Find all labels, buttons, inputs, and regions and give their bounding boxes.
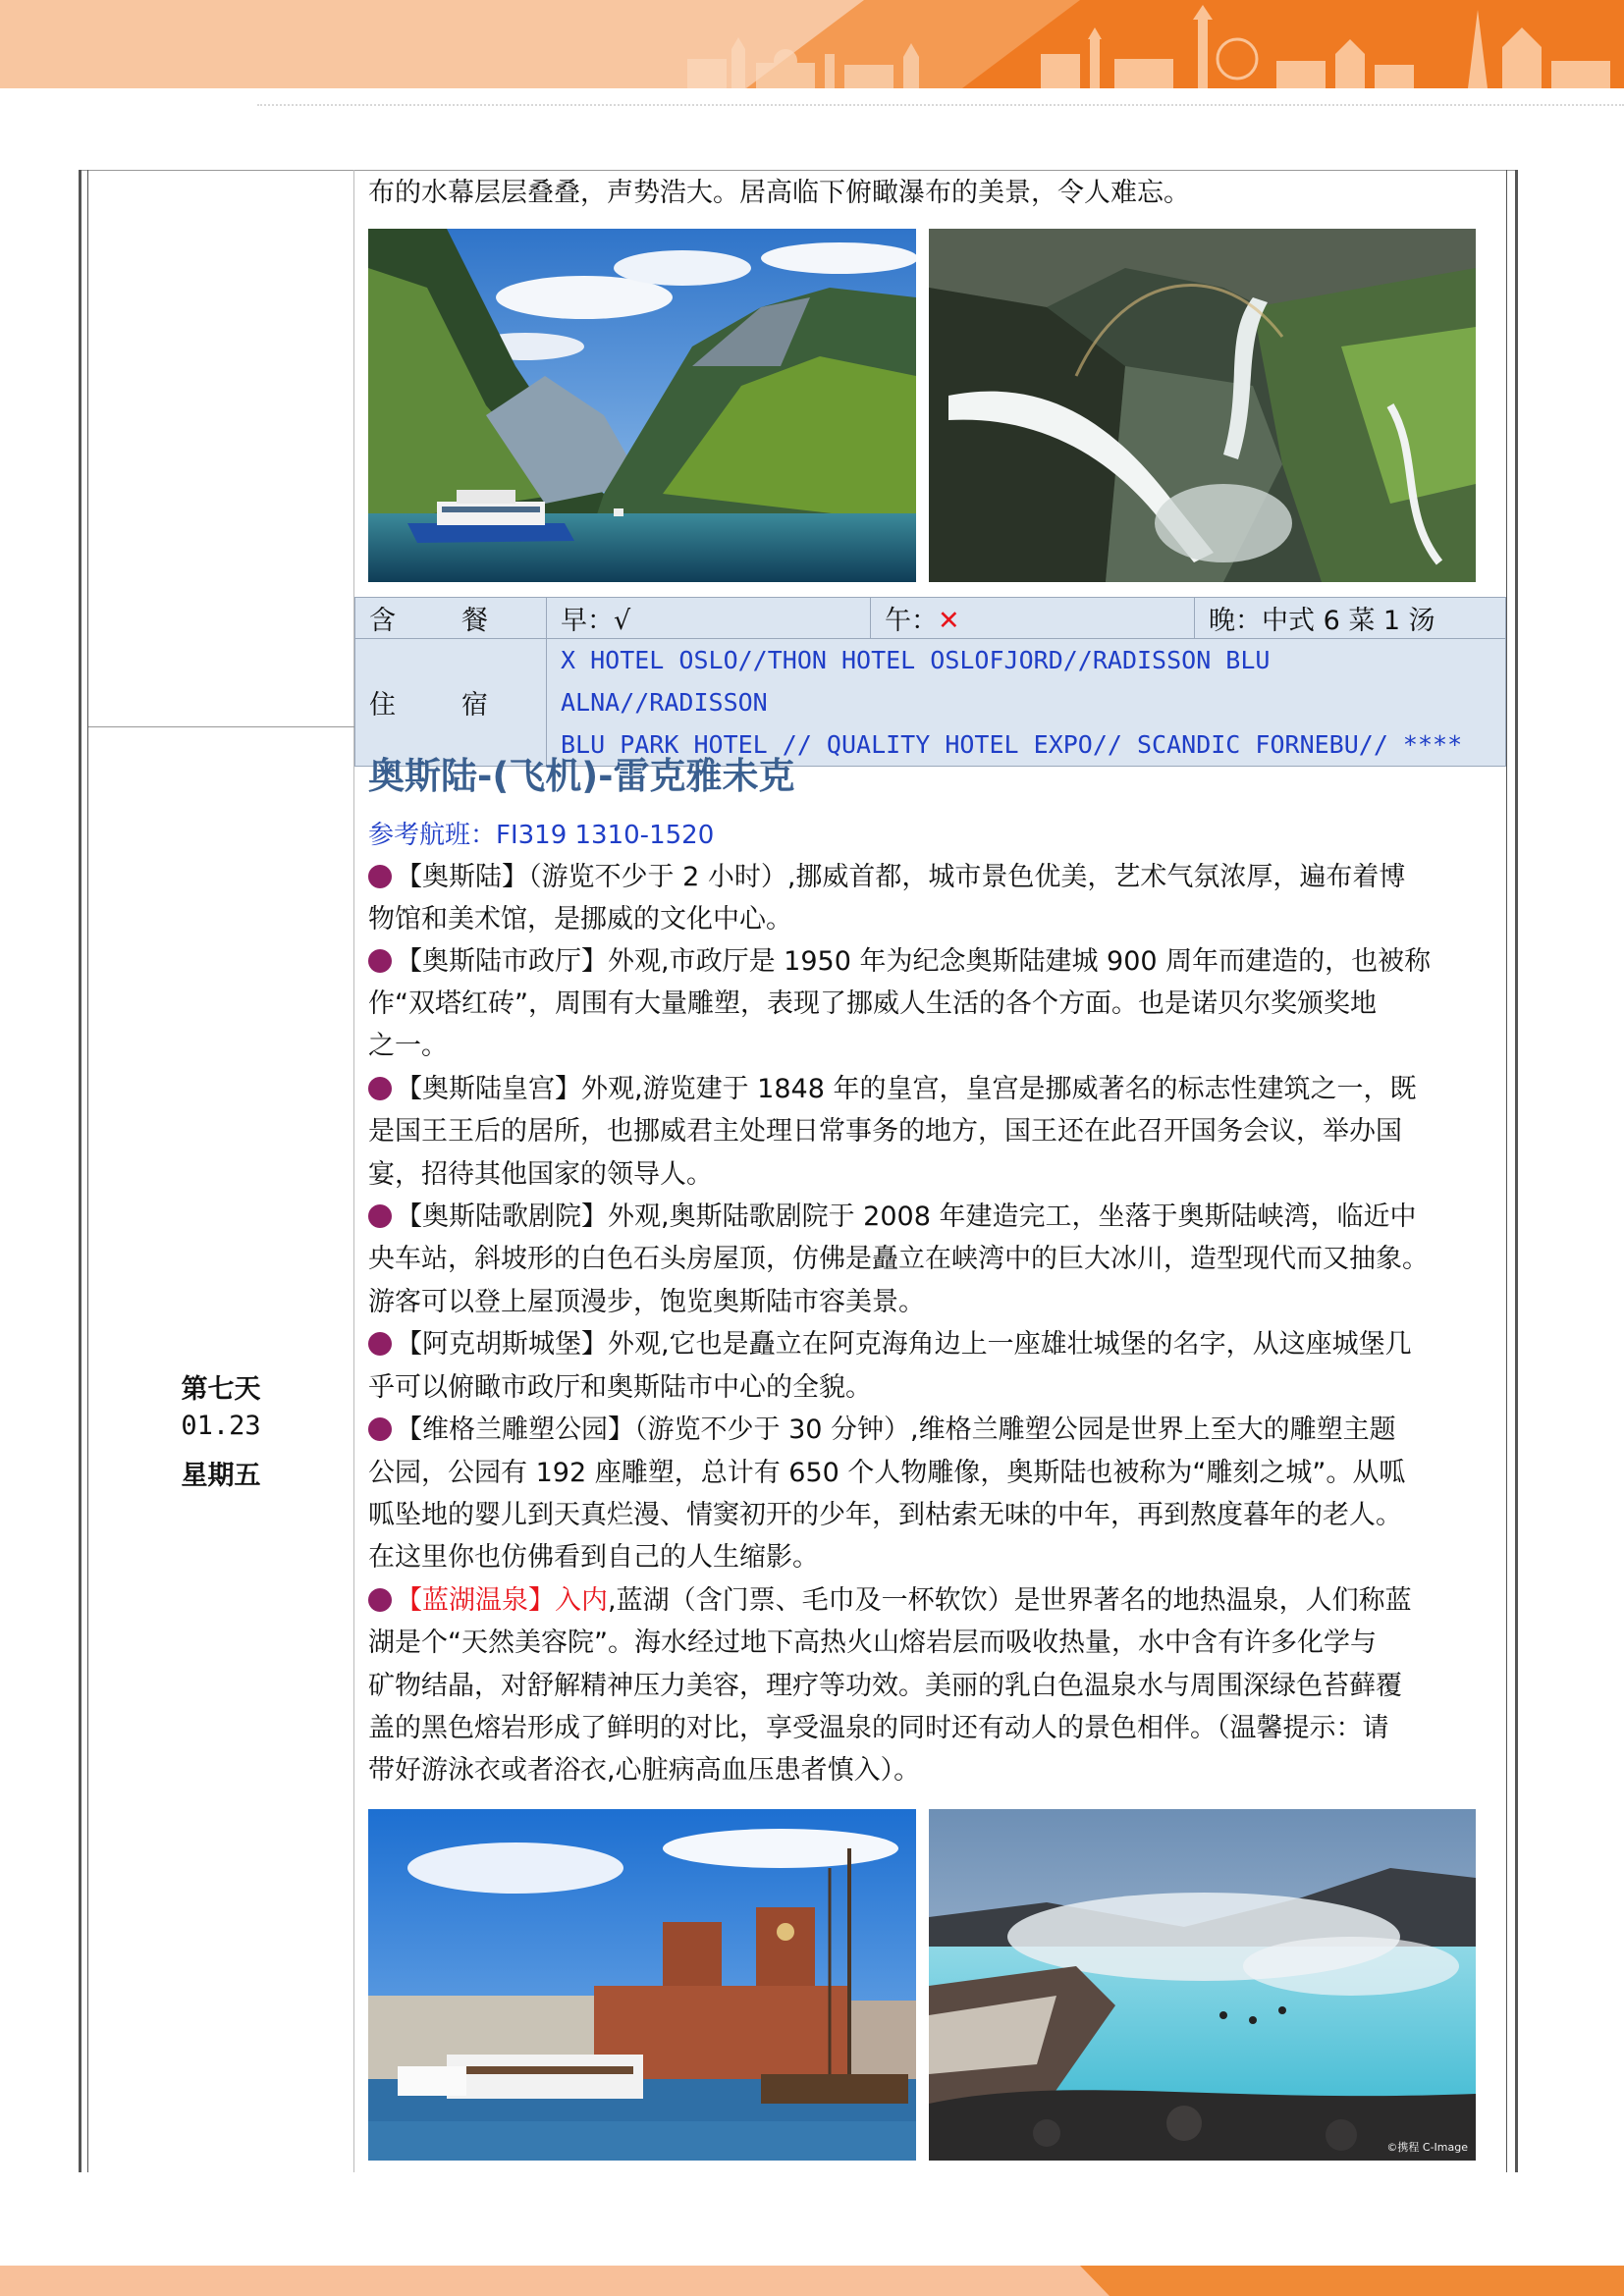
hotel-line-2: BLU PARK HOTEL // QUALITY HOTEL EXPO// SCANDIC FORNEBU// **** [561, 730, 1463, 759]
lunch-cross-mark: ✕ [938, 606, 960, 636]
itinerary-line: 游客可以登上屋顶漫步，饱览奥斯陆市容美景。 [368, 1287, 925, 1317]
meals-lodging-table [354, 597, 1506, 767]
itinerary-line [368, 940, 1431, 983]
itinerary-text: 【维格兰雕塑公园】（游览不少于 30 分钟）,维格兰雕塑公园是世界上至大的雕塑主题 [396, 1415, 1396, 1445]
breakfast-cell: 早：√ [547, 598, 871, 639]
header-divider [257, 104, 1624, 106]
itinerary-line: 作“双塔红砖”，周围有大量雕塑，表现了挪威人生活的各个方面。也是诺贝尔奖颁奖地 [368, 988, 1377, 1019]
bullet-icon [368, 1077, 392, 1100]
itinerary-text: 【奥斯陆皇宫】外观,游览建于 1848 年的皇宫，皇宫是挪威著名的标志性建筑之一，既 [396, 1074, 1417, 1104]
day-name: 第七天 [181, 1374, 261, 1405]
itinerary-text: 【阿克胡斯城堡】外观,它也是矗立在阿克海角边上一座雄壮城堡的名字，从这座城堡几 [396, 1329, 1412, 1360]
itinerary-line [368, 1196, 1416, 1238]
photo-watermark: ©携程 C-Image [1386, 2141, 1468, 2154]
table-column-divider [353, 170, 354, 2172]
itinerary-line [368, 1409, 1396, 1451]
itinerary-line: 物馆和美术馆，是挪威的文化中心。 [368, 904, 792, 934]
meals-row [355, 598, 1506, 639]
itinerary-line: 矿物结晶，对舒解精神压力美容，理疗等功效。美丽的乳白色温泉水与周围深绿色苔藓覆 [368, 1671, 1402, 1701]
itinerary-text: 【奥斯陆市政厅】外观,市政厅是 1950 年为纪念奥斯陆建城 900 周年而建造的，也被称 [396, 946, 1432, 977]
lunch-prefix: 午： [885, 606, 938, 636]
blue-lagoon-highlight: 【蓝湖温泉】入内 [396, 1585, 608, 1616]
day-date: 01.23 [181, 1411, 261, 1441]
table-right-border [1506, 170, 1518, 2172]
itinerary-text: ,蓝湖（含门票、毛巾及一杯软饮）是世界著名的地热温泉，人们称蓝 [608, 1585, 1412, 1616]
itinerary-line: 乎可以俯瞰市政厅和奥斯陆市中心的全貌。 [368, 1372, 872, 1403]
itinerary-line: 是国王王后的居所，也挪威君主处理日常事务的地方，国王还在此召开国务会议，举办国 [368, 1116, 1402, 1147]
lodging-label: 住 宿 [355, 639, 547, 767]
lunch-cell [871, 598, 1195, 639]
itinerary-line: 之一。 [368, 1031, 448, 1061]
flight-info: 参考航班：FI319 1310-1520 [368, 821, 715, 850]
table-top-border [79, 170, 1518, 171]
itinerary-line [368, 1579, 1412, 1622]
itinerary-text: 【奥斯陆歌剧院】外观,奥斯陆歌剧院于 2008 年建造完工，坐落于奥斯陆峡湾，临近中 [396, 1201, 1417, 1232]
itinerary-line: 湖是个“天然美容院”。海水经过地下高热火山熔岩层而吸收热量，水中含有许多化学与 [368, 1628, 1377, 1658]
itinerary-line [368, 856, 1405, 898]
itinerary-line: 盖的黑色熔岩形成了鲜明的对比，享受温泉的同时还有动人的景色相伴。（温馨提示：请 [368, 1713, 1389, 1743]
fjord-boat-photo [368, 229, 916, 582]
itinerary-line: 公园，公园有 192 座雕塑，总计有 650 个人物雕像，奥斯陆也被称为“雕刻之城”。从呱 [368, 1458, 1406, 1488]
day-title: 奥斯陆-(飞机)-雷克雅未克 [368, 755, 795, 797]
bullet-icon [368, 949, 392, 973]
bullet-icon [368, 1204, 392, 1228]
bullet-icon [368, 1588, 392, 1612]
bullet-icon [368, 1332, 392, 1356]
itinerary-line: 央车站，斜坡形的白色石头房屋顶，仿佛是矗立在峡湾中的巨大冰川，造型现代而又抽象。 [368, 1244, 1429, 1274]
blue-lagoon-photo [929, 1809, 1476, 2161]
table-left-border [79, 170, 88, 2172]
footer-banner [0, 2266, 1624, 2296]
oslo-city-hall-photo [368, 1809, 916, 2161]
day-weekday: 星期五 [181, 1461, 261, 1491]
continued-paragraph: 布的水幕层层叠叠，声势浩大。居高临下俯瞰瀑布的美景，令人难忘。 [368, 178, 1190, 208]
itinerary-line: 呱坠地的婴儿到天真烂漫、情窦初开的少年，到枯索无味的中年，再到熬度暮年的老人。 [368, 1500, 1402, 1530]
dinner-cell: 晚：中式 6 菜 1 汤 [1195, 598, 1506, 639]
waterfall-photo [929, 229, 1476, 582]
itinerary-line [368, 1323, 1412, 1365]
header-banner [0, 0, 1624, 88]
itinerary-line: 宴，招待其他国家的领导人。 [368, 1159, 713, 1190]
itinerary-line: 带好游泳衣或者浴衣,心脏病高血压患者慎入）。 [368, 1755, 921, 1786]
itinerary-line: 在这里你也仿佛看到自己的人生缩影。 [368, 1542, 819, 1573]
hotel-line-1: X HOTEL OSLO//THON HOTEL OSLOFJORD//RADISSON BLU ALNA//RADISSON [561, 646, 1271, 717]
itinerary-text: 【奥斯陆】（游览不少于 2 小时）,挪威首都，城市景色优美，艺术气氛浓厚，遍布着博 [396, 862, 1406, 892]
bullet-icon [368, 1417, 392, 1441]
itinerary-line [368, 1068, 1416, 1110]
bullet-icon [368, 865, 392, 888]
meals-label: 含 餐 [355, 598, 547, 639]
